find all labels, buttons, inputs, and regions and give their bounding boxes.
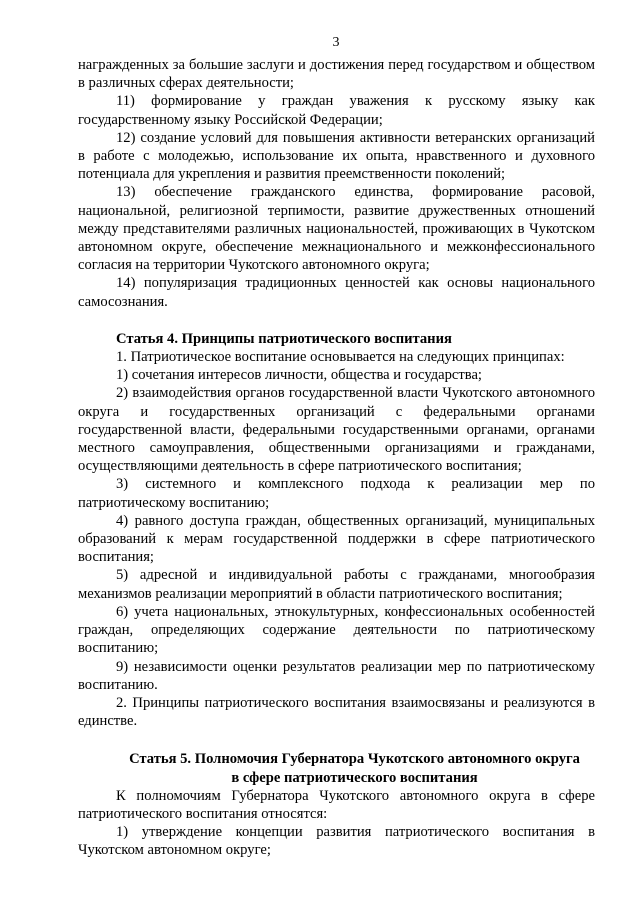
principle-3: 3) системного и комплексного подхода к реализации мер по патриотическому воспитанию;	[78, 476, 595, 511]
principle-2: 2) взаимодействия органов государственной власти Чукотского автономного округа и государственных организаций с федеральными органами государственной власти, федеральными государственными органами, органами местного самоуправления, общественными организациями и гражданами, осуществляющими деятельность в сфере патриотического воспитания;	[78, 385, 595, 475]
principle-1: 1) сочетания интересов личности, общества и государства;	[116, 367, 482, 384]
principle-6: 6) учета национальных, этнокультурных, конфессиональных особенностей граждан, определяющих содержание деятельности по патриотическому воспитанию;	[78, 603, 595, 657]
article-5-intro: К полномочиям Губернатора Чукотского автономного округа в сфере патриотического воспитания относятся:	[78, 787, 595, 822]
article-5-heading	[78, 750, 595, 786]
article-5-heading-line-1: Статья 5. Полномочия Губернатора Чукотского автономного округа	[129, 751, 580, 768]
list-item-12: 12) создание условий для повышения активности ветеранских организаций в работе с молодежью, использование их опыта, нравственного и духовного потенциала для укрепления и развития преемственности поколений;	[78, 129, 595, 183]
principle-9: 9) независимости оценки результатов реализации мер по патриотическому воспитанию.	[78, 658, 595, 693]
article-4-clause-2: 2. Принципы патриотического воспитания взаимосвязаны и реализуются в единстве.	[78, 694, 595, 730]
list-item-11: 11) формирование у граждан уважения к русскому языку как государственному языку Российской Федерации;	[78, 93, 595, 128]
principle-4: 4) равного доступа граждан, общественных организаций, муниципальных образований к мерам государственной поддержки в сфере патриотического воспитания;	[78, 512, 595, 566]
article-4-heading: Статья 4. Принципы патриотического воспитания	[116, 330, 452, 347]
article-4-clause-1: 1. Патриотическое воспитание основывается на следующих принципах:	[116, 349, 565, 366]
list-item-14: 14) популяризация традиционных ценностей как основы национального самосознания.	[78, 275, 595, 310]
article-5-heading-line-2: в сфере патриотического воспитания	[231, 769, 478, 786]
paragraph-continuation: награжденных за большие заслуги и достижения перед государством и обществом в различных сферах деятельности;	[78, 57, 595, 92]
principle-5: 5) адресной и индивидуальной работы с гражданами, многообразия механизмов реализации мероприятий в области патриотического воспитания;	[78, 567, 595, 602]
list-item-13: 13) обеспечение гражданского единства, формирование расовой, национальной, религиозной терпимости, развитие дружественных отношений между представителями различных национальностей, проживающих в Чукотском автономном округе, обеспечение межнационального и межконфессионального согласия на территории Чукотского автономного округа;	[78, 184, 595, 274]
authority-1: 1) утверждение концепции развития патриотического воспитания в Чукотском автономном округе;	[78, 824, 595, 859]
page-number: 3	[332, 35, 340, 50]
document-body	[78, 56, 595, 860]
